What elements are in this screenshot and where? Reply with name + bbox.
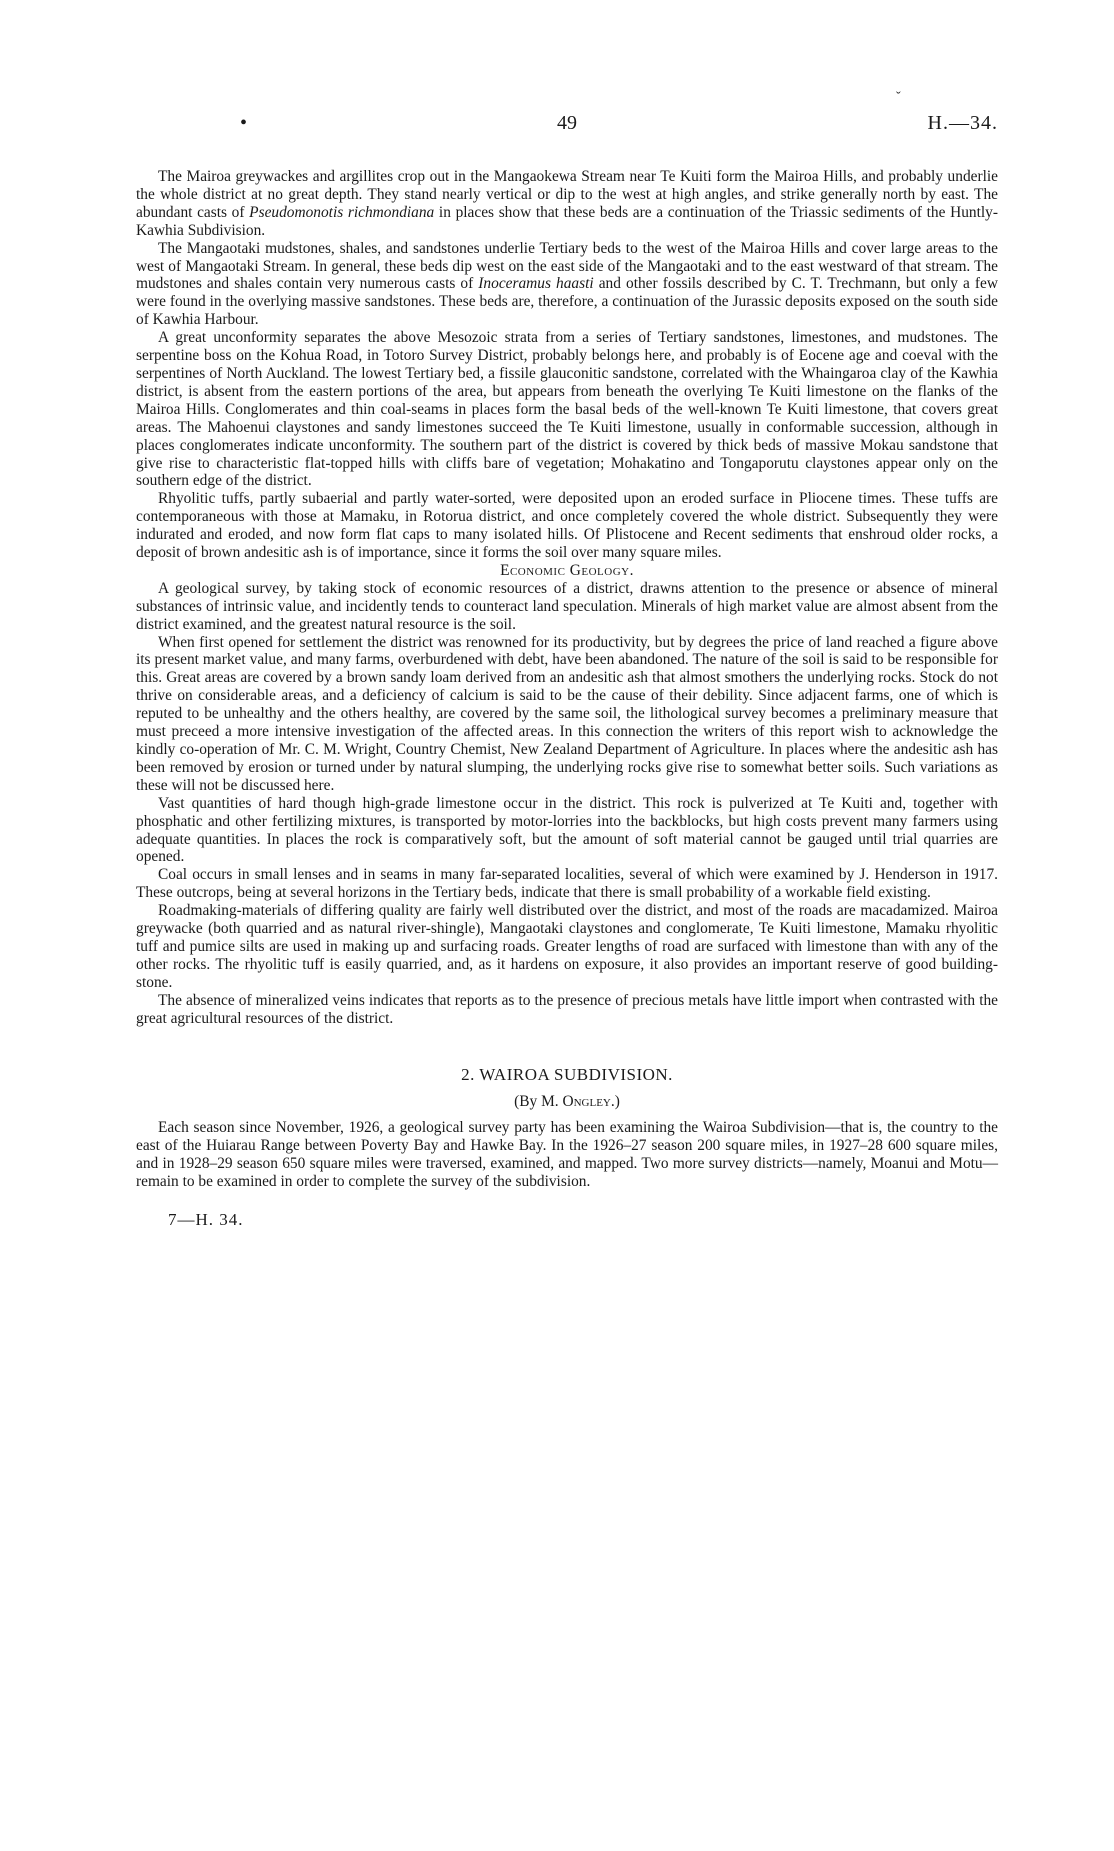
section-title: 2. WAIROA SUBDIVISION. [461,1064,673,1084]
paragraph-unconformity: A great unconformity separates the above Mesozoic strata from a series of Tertiary sandstones, limestones, and mudstones. The serpentine boss on the Kohua Road, in Totoro Survey District, probably belongs here, and probably is of Eocene age and coeval with the serpentines of North Auckland. The lowest Tertiary bed, a fissile glauconitic sandstone, correlated with the Whaingaroa clay of the Kawhia district, is absent from the eastern portions of the area, but appears from beneath the overlying Te Kuiti limestone on the flanks of the Mairoa Hills. Conglomerates and thin coal-seams in places form the basal beds of the well-known Te Kuiti limestone, that covers great areas. The Mahoenui claystones and sandy limestones succeed the Te Kuiti limestone, usually in conformable succession, although in places conglomerates indicate unconformity. The southern part of the district is covered by thick beds of massive Mokau sandstone that give rise to characteristic flat-topped hills with cliffs bare of vegetation; Mohakatino and Tongaporutu claystones appear only on the southern edge of the district. [136,329,998,490]
page-number: 49 [557,112,577,134]
byline: (By M. Ongley.) [514,1093,620,1111]
page-body [136,168,998,1229]
paragraph-geological-survey: A geological survey, by taking stock of economic resources of a district, drawns attention to the presence or absence of mineral substances of intrinsic value, and incidently tends to counteract land speculation. Minerals of high market value are almost absent from the district examined, and the greatest natural resource is the soil. [136,579,998,633]
paragraph-limestone: Vast quantities of hard though high-grade limestone occur in the district. This rock is pulverized at Te Kuiti and, together with phosphatic and other fertilizing mixtures, is transported by motor-lorries into the backblocks, but high costs prevent many farmers using adequate quantities. In places the rock is comparatively soft, but the amount of soft material cannot be gauged until trial quarries are opened. [136,794,998,866]
species-name: Pseudomonotis richmondiana [249,203,435,221]
species-name: Inoceramus haasti [478,275,594,293]
paragraph-settlement: When first opened for settlement the district was renowned for its productivity, but by degrees the price of land reached a figure above its present market value, and many farms, overburdened with debt, have been abandoned. The nature of the soil is said to be responsible for this. Great areas are covered by a brown sandy loam derived from an andesitic ash that almost smothers the underlying rocks. Stock do not thrive on considerable areas, and a deficiency of calcium is said to be the cause of their debility. Since adjacent farms, one of which is reputed to be unhealthy and the others healthy, are covered by the same soil, the lithological survey becomes a preliminary measure that must preceed a more intensive investigation of the affected areas. In this connection the writers of this report wish to acknowledge the kindly co-operation of Mr. C. M. Wright, Country Chemist, New Zealand Department of Agriculture. In places where the andesitic ash has been removed by erosion or turned under by natural slumping, the underlying rocks give rise to somewhat better soils. Such variations as these will not be discussed here. [136,633,998,794]
header-bullet: • [240,112,248,134]
paragraph-mineralized-veins: The absence of mineralized veins indicates that reports as to the presence of precious metals have little import when contrasted with the great agricultural resources of the district. [136,991,998,1027]
paragraph-coal: Coal occurs in small lenses and in seams in many far-separated localities, several of which were examined by J. Henderson in 1917. These outcrops, being at several horizons in the Tertiary beds, indicate that there is small probability of a workable field existing. [136,866,998,902]
document-reference: H.—34. [927,112,998,134]
paragraph-mairoa-greywackes: The Mairoa greywackes and argillites crop out in the Mangaokewa Stream near Te Kuiti form the Mairoa Hills, and probably underlie the whole district at no great depth. They stand nearly vertical or dip to the west at high angles, and strike generally north by east. The abundant casts of Pseudomonotis richmondiana in places show that these beds are a continuation of the Triassic sediments of the Huntly-Kawhia Subdivision. [136,168,998,239]
heading-economic-geology: Economic Geology. [500,561,634,579]
paragraph-rhyolitic-tuffs: Rhyolitic tuffs, partly subaerial and partly water-sorted, were deposited upon an eroded surface in Pliocene times. These tuffs are contemporaneous with those at Mamaku, in Rotorua district, and once completely covered the whole district. Subsequently they were indurated and eroded, and now form flat caps to many isolated hills. Of Plistocene and Recent sediments that enshroud older rocks, a deposit of brown andesitic ash is of importance, since it forms the soil over many square miles. [136,490,998,562]
page-header [136,112,998,142]
author-name: Ongley [562,1093,611,1111]
paragraph-roadmaking: Roadmaking-materials of differing quality are fairly well distributed over the district, and most of the roads are macadamized. Mairoa greywacke (both quarried and as natural river-shingle), Mangaotaki claystones and conglomerate, Te Kuiti limestone, Mamaku rhyolitic tuff and pumice silts are used in making up and surfacing roads. Greater lengths of road are surfaced with limestone than with any of the other rocks. The rhyolitic tuff is easily quarried, and, as it hardens on exposure, it also provides an important reserve of good building-stone. [136,902,998,991]
signature-mark: 7—H. 34. [168,1209,244,1229]
paragraph-mangaotaki-mudstones: The Mangaotaki mudstones, shales, and sandstones underlie Tertiary beds to the west of the Mairoa Hills and cover large areas to the west of Mangaotaki Stream. In general, these beds dip west on the east side of the Mangaotaki and to the east westward of that stream. The mudstones and shales contain very numerous casts of Inoceramus haasti and other fossils described by C. T. Trechmann, but only a few were found in the overlying massive sandstones. These beds are, therefore, a continuation of the Jurassic deposits exposed on the south side of Kawhia Harbour. [136,239,998,329]
paragraph-wairoa-survey: Each season since November, 1926, a geological survey party has been examining the Wairoa Subdivision—that is, the country to the east of the Huiarau Range between Poverty Bay and Hawke Bay. In the 1926–27 season 200 square miles, in 1927–28 600 square miles, and in 1928–29 season 650 square miles were traversed, examined, and mapped. Two more survey districts—namely, Moanui and Motu—remain to be examined in order to complete the survey of the subdivision. [136,1119,998,1191]
margin-mark: ˇ [896,90,901,105]
